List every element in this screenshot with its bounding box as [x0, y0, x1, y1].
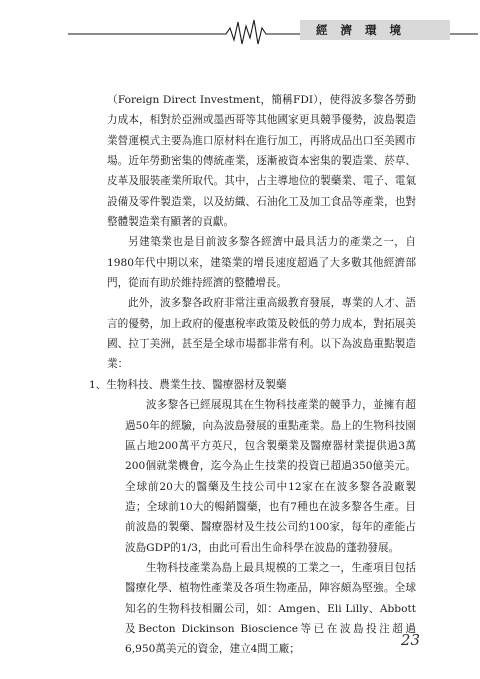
paragraph-5: 生物科技產業為島上最具規模的工業之一，生產項目包括醫療化學、植物性產業及各項生物產品，陣容頗為堅強。全球知名的生物科技相關公司，如：Amgen、Eli Lilly、Abbott及Becton Dickinson Bioscience等已在波島投注超過6,950萬美元的資金，建立4間工廠； — [125, 561, 416, 656]
paragraph-2: 另建築業也是目前波多黎各經濟中最具活力的產業之一，自1980年代中期以來，建築業的增長速度超過了大多數其他經濟部門，從而有助於維持經濟的整體增長。 — [107, 236, 416, 290]
paragraph-4: 波多黎各已經展現其在生物科技產業的競爭力，並擁有超過50年的經驗，向為波島發展的重點產業。島上的生物科技園區占地200萬平方英尺，包含製藥業及醫療器材業提供過3萬200個就業機會，迄今為止生技業的投資已超過350億美元。全球前20大的醫藥及生技公司中12家在在波多黎各設廠製造；全球前10大的暢銷醫藥，也有7種也在波多黎各生產。目前波島的製藥、醫療器材及生技公司約100家，每年的產能占波島GDP的1/3，由此可看出生命科學在波島的蓬勃發展。 — [125, 399, 416, 554]
paragraph-3: 此外，波多黎各政府非常注重高級教育發展，專業的人才、語言的優勢，加上政府的優惠稅率政策及較低的勞力成本，對拓展美國、拉丁美洲，甚至是全球市場都非常有利。以下為波島重點製造業： — [107, 297, 416, 371]
paragraph-1: （Foreign Direct Investment，簡稱FDI），使得波多黎各勞動力成本，相對於亞洲或墨西哥等其他國家更具競爭優勢，波島製造業營運模式主要為進口原材料在進行加工，再將成品出口至美國市場。近年勞動密集的傳統產業，逐漸被資本密集的製造業、菸草、皮革及服裝產業所取代。其中，占主導地位的製藥業、電子、電氣設備及零件製造業，以及紡織、石油化工及加工食品等產業，也對整體製造業有顯著的貢獻。 — [107, 94, 416, 229]
section-title: 經濟環境 — [316, 23, 414, 37]
section-heading: 1、生物科技、農業生技、醫療器材及製藥 — [89, 378, 287, 391]
page-number: 23 — [400, 631, 420, 649]
body-text — [89, 90, 416, 660]
subsection — [125, 395, 416, 659]
page-header — [0, 14, 480, 48]
